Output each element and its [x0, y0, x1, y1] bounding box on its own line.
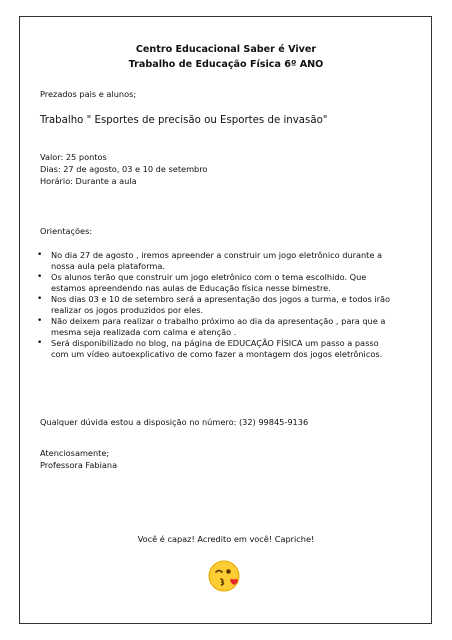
list-item-line: • Nos dias 03 e 10 de setembro será a apresentação dos jogos a turma, e todos irão: [51, 294, 391, 304]
list-item-line: • Será disponibilizado no blog, na página de EDUCAÇÃO FÍSICA um passo a passo: [51, 338, 379, 348]
contact-line: Qualquer dúvida estou a disposição no número: (32) 99845-9136: [40, 417, 309, 427]
document-title: Trabalho de Educação Física 6º ANO: [128, 59, 324, 70]
list-item-line: estamos apreendendo nas aulas de Educação física nesse bimestre.: [51, 283, 331, 293]
school-name: Centro Educacional Saber é Viver: [135, 44, 317, 55]
list-item-line: com um vídeo autoexplicativo de como fazer a montagem dos jogos eletrônicos.: [51, 349, 383, 359]
list-item: [38, 294, 430, 316]
list-item-line: • Os alunos terão que construir um jogo eletrônico com o tema escolhido. Que: [51, 272, 367, 282]
assignment-subject: Trabalho " Esportes de precisão ou Esportes de invasão": [40, 115, 328, 126]
list-item-line: • Não deixem para realizar o trabalho próximo ao dia da apresentação , para que a: [51, 316, 386, 326]
kissing-face-with-heart-icon: [208, 559, 242, 593]
guidelines-list: [38, 250, 430, 360]
list-item-line: • No dia 27 de agosto , iremos apreender a construir um jogo eletrônico durante a: [51, 250, 383, 260]
list-item-line: nossa aula pela plataforma.: [51, 261, 166, 271]
list-item: [38, 338, 430, 360]
signature: Professora Fabiana: [40, 460, 118, 470]
list-item-line: mesma seja realizada com calma e atenção .: [51, 327, 237, 337]
greeting: Prezados pais e alunos;: [40, 89, 137, 99]
dates-line: Dias: 27 de agosto, 03 e 10 de setembro: [40, 164, 208, 174]
schedule-line: Horário: Durante a aula: [40, 176, 137, 186]
list-item: [38, 272, 430, 294]
closing-salutation: Atenciosamente;: [40, 448, 110, 458]
list-item: [38, 250, 430, 272]
value-line: Valor: 25 pontos: [40, 152, 107, 162]
guidelines-heading: Orientações:: [40, 226, 93, 236]
list-item: [38, 316, 430, 338]
motivational-message: Você é capaz! Acredito em você! Capriche!: [137, 534, 315, 544]
list-item-line: realizar os jogos produzidos por eles.: [51, 305, 204, 315]
